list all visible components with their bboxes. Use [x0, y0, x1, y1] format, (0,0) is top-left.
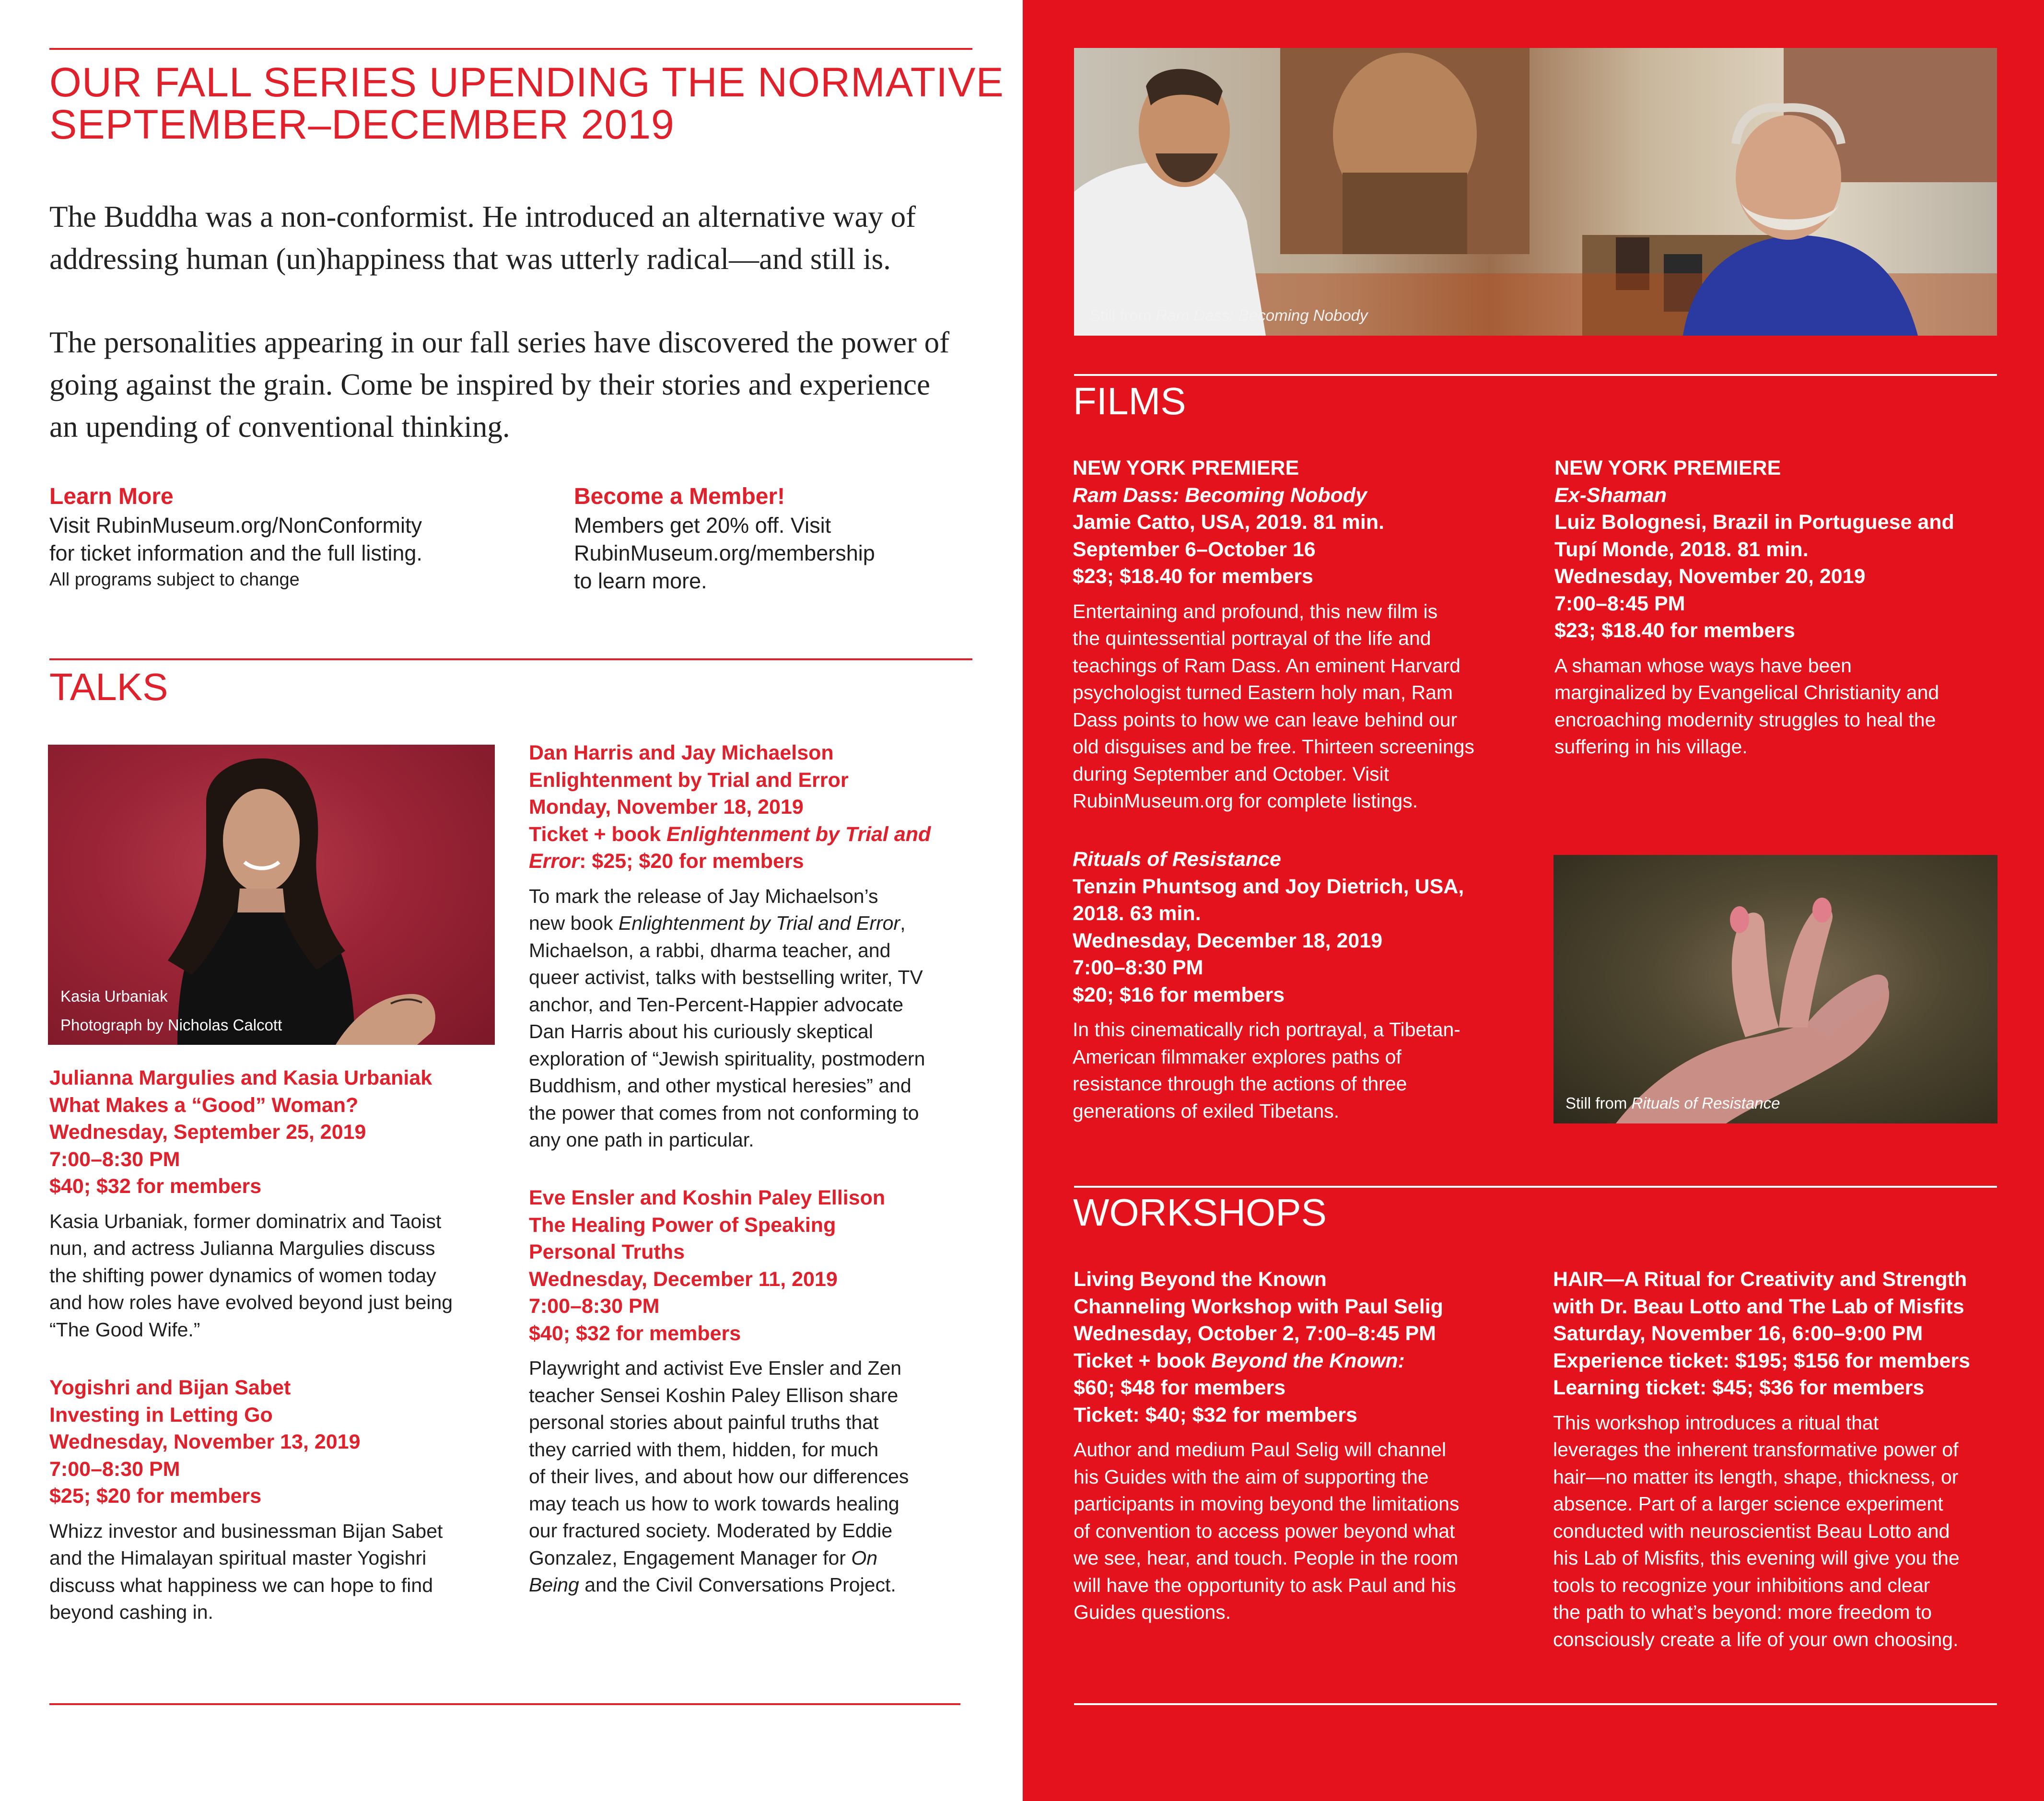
talks-rule — [49, 658, 972, 660]
bottom-rule-left — [49, 1703, 960, 1705]
workshops-heading: WORKSHOPS — [1073, 1191, 1327, 1234]
film-still-illustration — [1074, 48, 1997, 336]
film-rituals-of-resistance: Rituals of Resistance Tenzin Phuntsog and Joy Dietrich, USA, 2018. 63 min. Wednesday, December 18, 2019 7:00–8:30 PM $20; $16 for members In this cinematically rich portrayal, a Tibetan- American filmmaker explores paths of resistance through the actions of three generations of exiled Tibetans. — [1073, 848, 1464, 1122]
membership-block: Become a Member! Members get 20% off. Visit RubinMuseum.org/membership to learn more. — [574, 482, 875, 595]
top-rule-left — [49, 48, 972, 50]
page-title: OUR FALL SERIES UPENDING THE NORMATIVE SEPTEMBER–DECEMBER 2019 — [49, 59, 1004, 148]
rituals-caption: Still from Rituals of Resistance — [1565, 1094, 1780, 1112]
talk-event-harris-michaelson: Dan Harris and Jay Michaelson Enlightenment by Trial and Error Monday, November 18, 2019 Ticket + book Enlightenment by Trial and Error: $25; $20 for members To mark the release of Jay Michaelson’s new book Enlightenment by Trial and Error, Michaelson, a rabbi, dharma teacher, and queer activist, talks with bestselling writer, TV anchor, and Ten-Percent-Happier advocate Dan Harris about his curiously skeptical exploration of “Jewish spirituality, postmodern Buddhism, and other mystical heresies” and the power that comes from not conforming to any one path in particular. — [529, 741, 931, 1151]
talk-event-yogishri-sabet: Yogishri and Bijan Sabet Investing in Letting Go Wednesday, November 13, 2019 7:00–8:30 PM $25; $20 for members Whizz investor and businessman Bijan Sabet and the Himalayan spiritual master Yogishri discuss what happiness we can hope to find beyond cashing in. — [49, 1376, 443, 1623]
talks-heading: TALKS — [49, 666, 168, 708]
bottom-rule-right — [1074, 1703, 1997, 1705]
talk-event-ensler-ellison: Eve Ensler and Koshin Paley Ellison The Healing Power of Speaking Personal Truths Wednesday, December 11, 2019 7:00–8:30 PM $40; $32 for members Playwright and activist Eve Ensler and Zen teacher Sensei Koshin Paley Ellison share personal stories about painful truths that they carried with them, hidden, for much of their lives, and about how our differences may teach us how to work towards healing our fractured society. Moderated by Eddie Gonzalez, Engagement Manager for On Being and the Civil Conversations Project. — [529, 1186, 909, 1596]
photo-caption-name: Kasia Urbaniak — [60, 987, 168, 1005]
films-rule — [1074, 374, 1997, 376]
workshop-hair-ritual: HAIR—A Ritual for Creativity and Strength with Dr. Beau Lotto and The Lab of Misfits Saturday, November 16, 6:00–9:00 PM Experience ticket: $195; $156 for members Learning ticket: $45; $36 for members This workshop introduces a ritual that leverages the inherent transformative power of hair—no matter its length, shape, thickness, or absence. Part of a larger science experiment conducted with neuroscientist Beau Lotto and his Lab of Misfits, this evening will give you the tools to recognize your inhibitions and clear the path to what’s beyond: more freedom to consciously create a life of your own choosing. — [1553, 1268, 1971, 1650]
learn-more-heading[interactable]: Learn More — [49, 484, 174, 509]
kasia-urbaniak-photo — [48, 745, 495, 1045]
workshops-rule — [1074, 1186, 1997, 1188]
talk-event-margulies-urbaniak: Julianna Margulies and Kasia Urbaniak What Makes a “Good” Woman? Wednesday, September 25, 2019 7:00–8:30 PM $40; $32 for members Kasia Urbaniak, former dominatrix and Taoist nun, and actress Julianna Margulies discuss the shifting power dynamics of women today and how roles have evolved beyond just being “The Good Wife.” — [49, 1066, 453, 1341]
learn-more-block: Learn More Visit RubinMuseum.org/NonConformity for ticket information and the full listing. All programs subject to change — [49, 482, 422, 592]
film-ex-shaman: NEW YORK PREMIERE Ex-Shaman Luiz Bolognesi, Brazil in Portuguese and Tupí Monde, 2018. 81 min. Wednesday, November 20, 2019 7:00–8:45 PM $23; $18.40 for members A shaman whose ways have been marginalized by Evangelical Christianity and encroaching modernity struggles to heal the suffering in his village. — [1554, 456, 1954, 758]
film-ram-dass: NEW YORK PREMIERE Ram Dass: Becoming Nobody Jamie Catto, USA, 2019. 81 min. September 6–October 16 $23; $18.40 for members Entertaining and profound, this new film is the quintessential portrayal of the life and teachings of Ram Dass. An eminent Harvard psychologist turned Eastern holy man, Ram Dass points to how we can leave behind our old disguises and be free. Thirteen screenings during September and October. Visit RubinMuseum.org for complete listings. — [1073, 456, 1474, 812]
films-heading: FILMS — [1073, 380, 1186, 422]
photo-caption-credit: Photograph by Nicholas Calcott — [60, 1016, 282, 1034]
workshop-living-beyond-the-known: Living Beyond the Known Channeling Workshop with Paul Selig Wednesday, October 2, 7:00–8:45 PM Ticket + book Beyond the Known: $60; $48 for members Ticket: $40; $32 for members Author and medium Paul Selig will channel his Guides with the aim of supporting the participants in moving beyond the limitations of convention to access power beyond what we see, hear, and touch. People in the room will have the opportunity to ask Paul and his Guides questions. — [1074, 1268, 1460, 1623]
hand-illustration — [1553, 855, 1997, 1123]
become-member-heading[interactable]: Become a Member! — [574, 484, 785, 509]
ram-dass-film-still — [1074, 48, 1997, 336]
intro-paragraph-2: The personalities appearing in our fall series have discovered the power of going against the grain. Come be inspired by their stories and experience an upending of conventional thinking. — [49, 326, 950, 444]
ram-dass-caption: Still from Ram Dass: Becoming Nobody — [1090, 306, 1368, 324]
intro-paragraph-1: The Buddha was a non-conformist. He introduced an alternative way of addressing human (un)happiness that was utterly radical—and still is. — [49, 200, 916, 276]
rituals-film-still — [1553, 855, 1997, 1123]
